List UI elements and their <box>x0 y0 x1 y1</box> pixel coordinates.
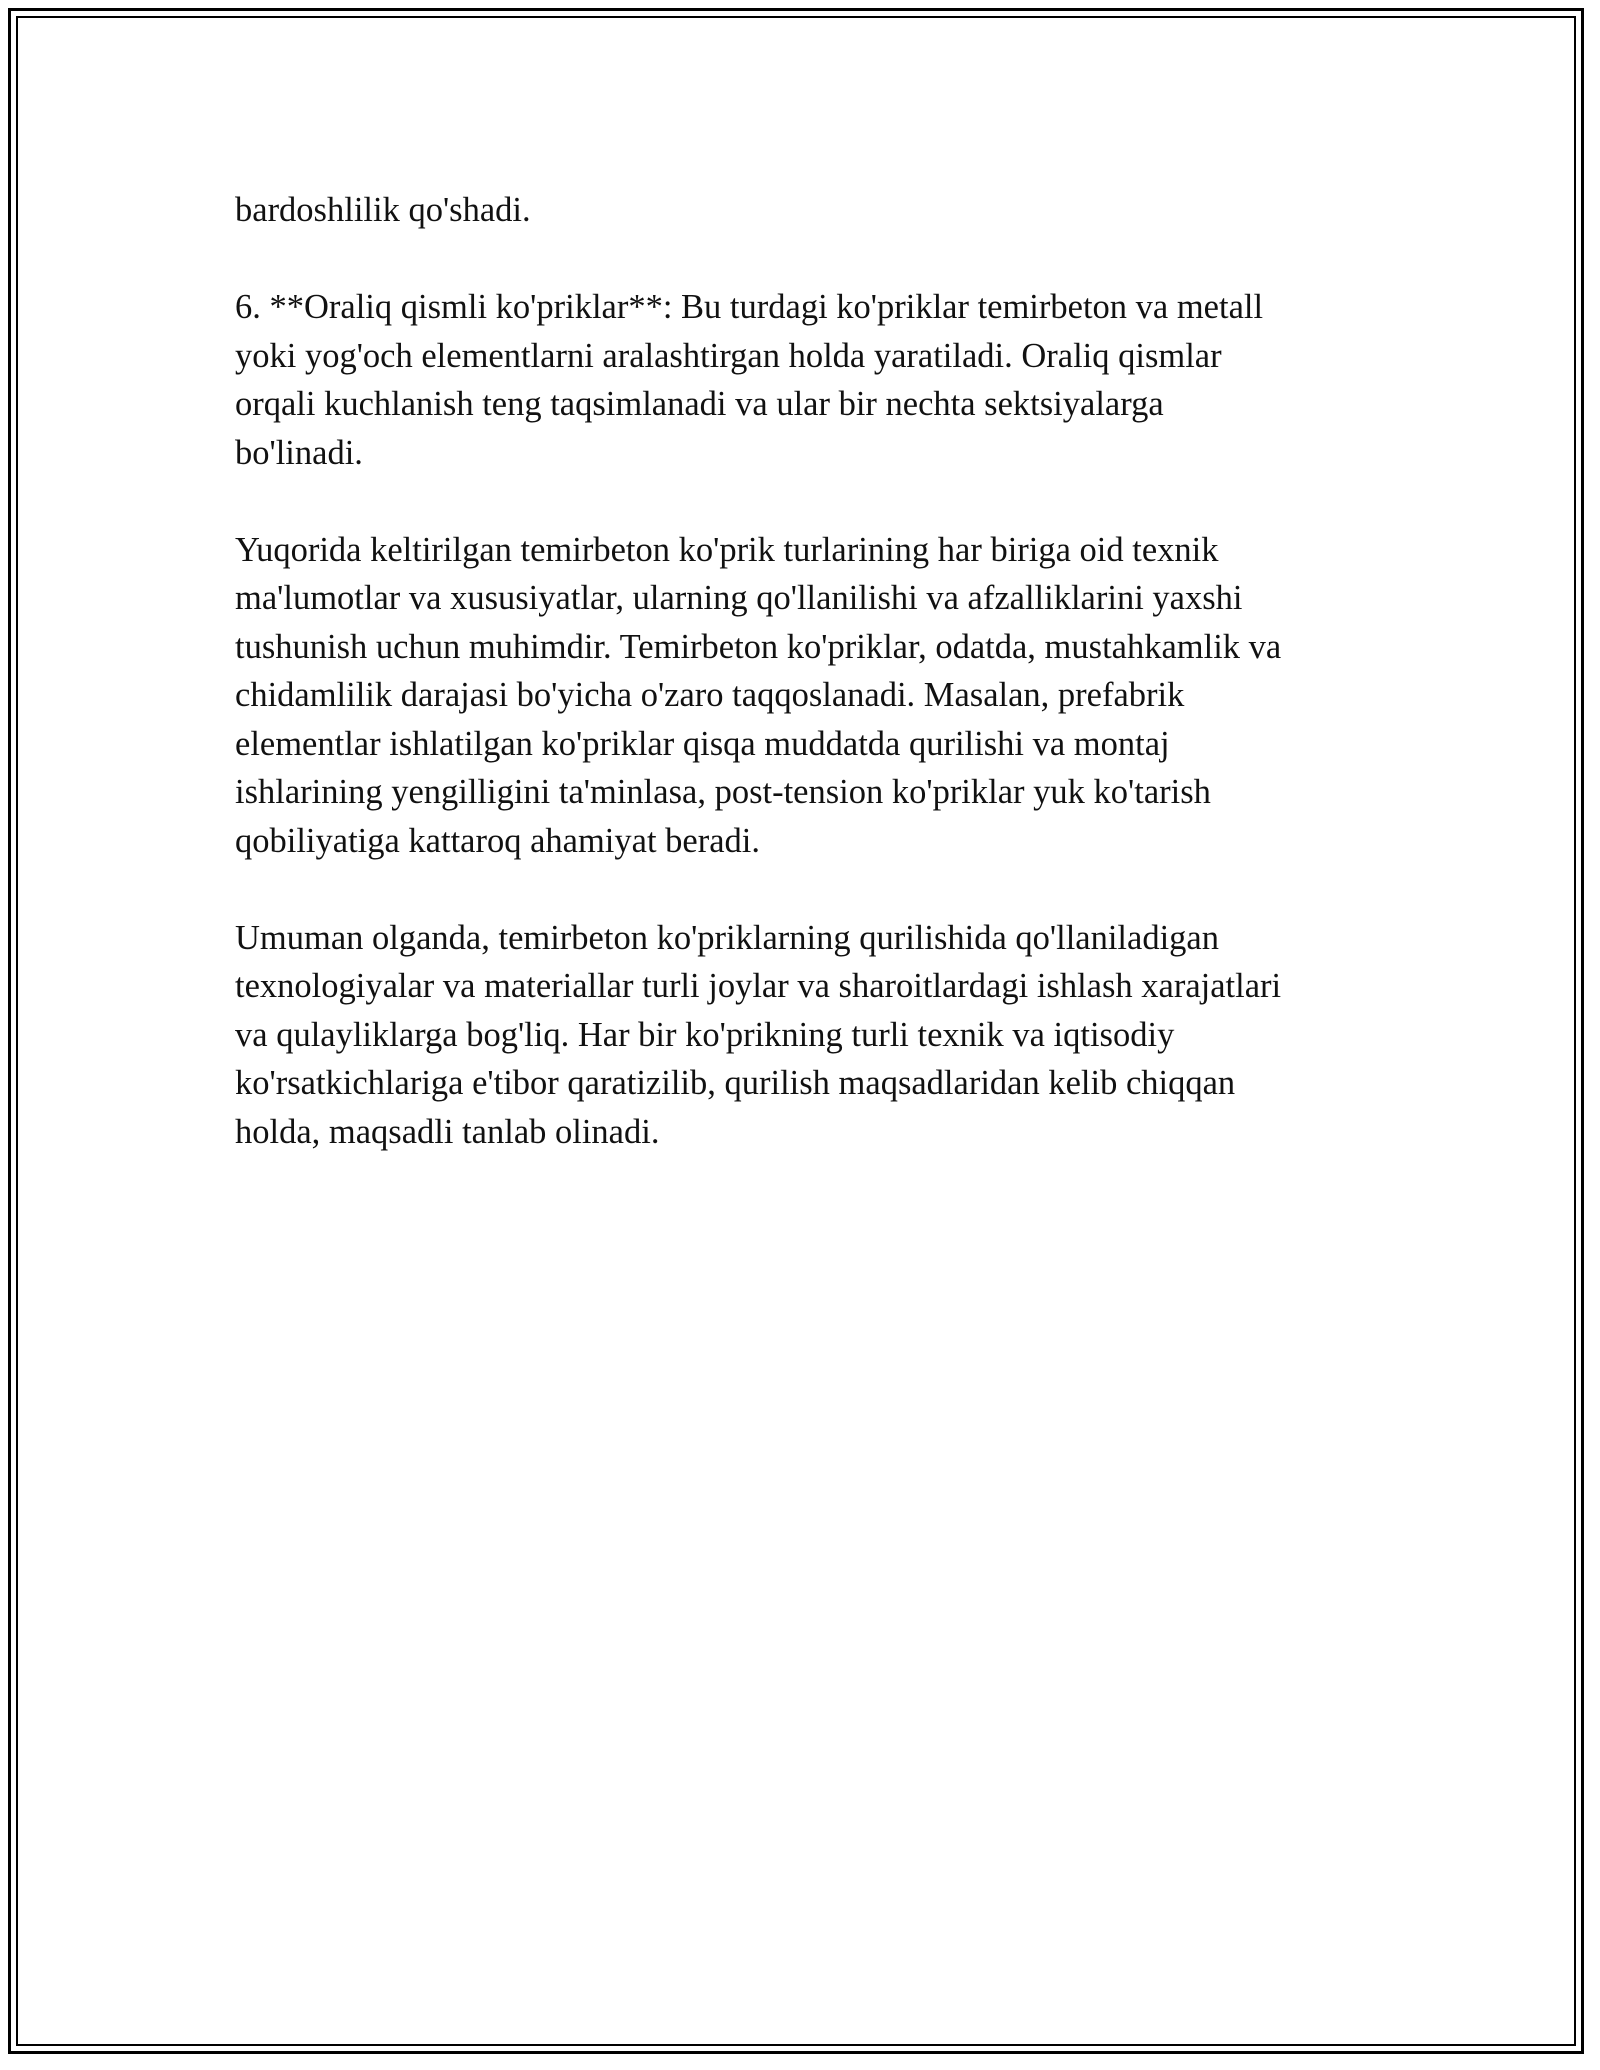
paragraph-conclusion: Umuman olganda, temirbeton ko'priklarning qurilishida qo'llaniladigan texnologiyalar va materiallar turli joylar va sharoitlardagi ishlash xarajatlari va qulayliklarga bog'liq. Har bir ko'prikning turli texnik va iqtisodiy ko'rsatkichlariga e'tibor qaratizilib, qurilish maqsadlaridan kelib chiqqan holda, maqsadli tanlab olinadi. <box>235 918 1282 1151</box>
paragraph-summary: Yuqorida keltirilgan temirbeton ko'prik turlarining har biriga oid texnik ma'lumotlar va xususiyatlar, ularning qo'llanilishi va afzalliklarini yaxshi tushunish uchun muhimdir. Temirbeton ko'priklar, odatda, mustahkamlik va chidamlilik darajasi bo'yicha o'zaro taqqoslanadi. Masalan, prefabrik elementlar ishlatilgan ko'priklar qisqa muddatda qurilishi va montaj ishlarining yengilligini ta'minlasa, post-tension ko'priklar yuk ko'tarish qobiliyatiga kattaroq ahamiyat beradi. <box>235 530 1282 860</box>
paragraph-continuation: bardoshlilik qo'shadi. <box>235 191 531 229</box>
paragraph-list-item-6: 6. **Oraliq qismli ko'priklar**: Bu turdagi ko'priklar temirbeton va metall yoki yog'och elementlarni aralashtirgan holda yaratiladi. Oraliq qismlar orqali kuchlanish teng taqsimlanadi va ular bir nechta sektsiyalarga bo'linadi. <box>235 288 1264 472</box>
document-body <box>235 186 1365 1205</box>
